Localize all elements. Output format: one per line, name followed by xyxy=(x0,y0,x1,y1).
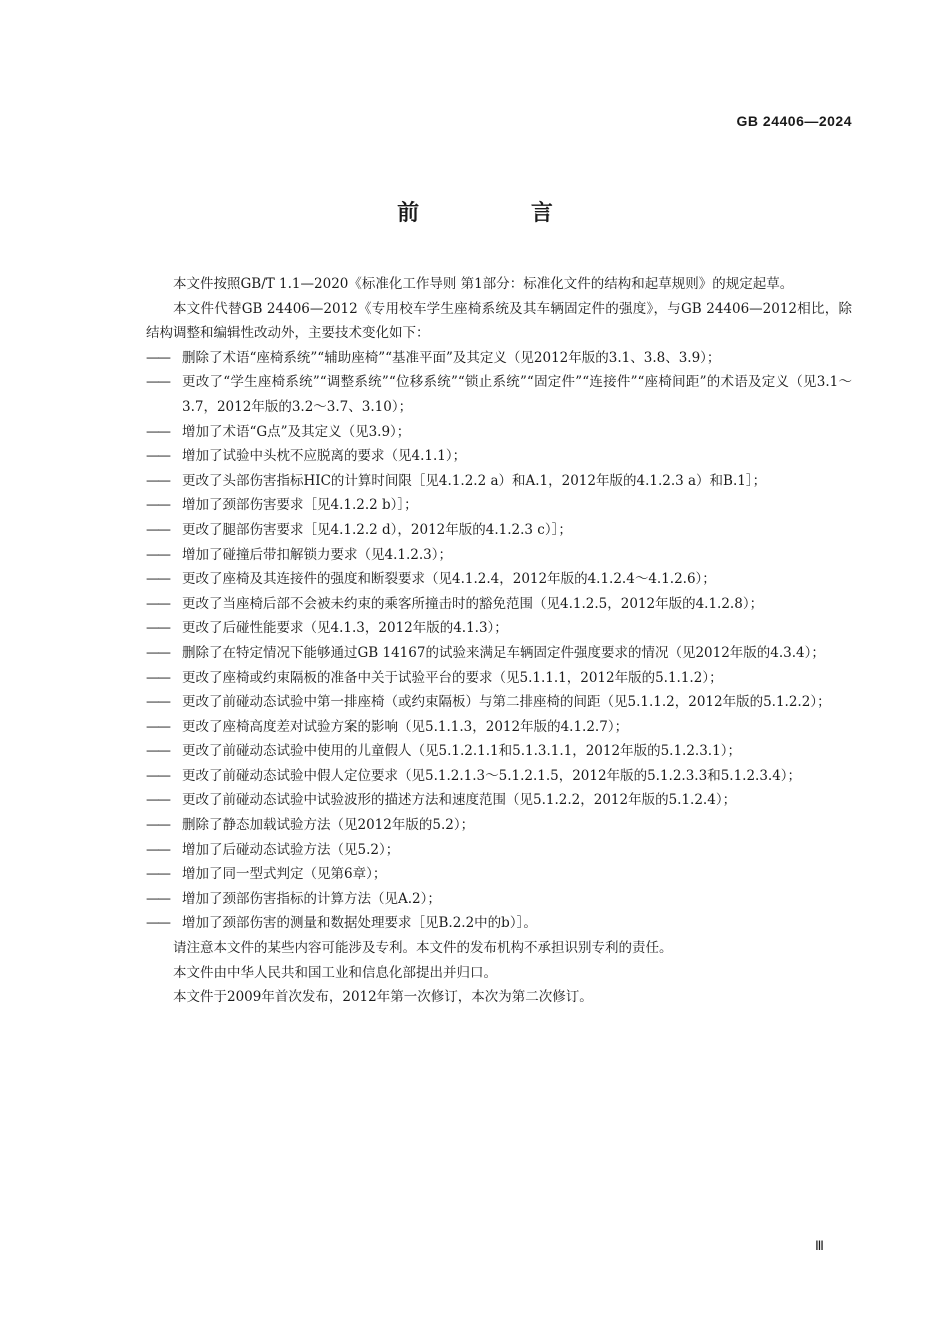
change-item-text: 增加了颈部伤害的测量和数据处理要求［见B.2.2中的b）］。 xyxy=(182,915,537,932)
change-item xyxy=(146,592,852,617)
change-item xyxy=(146,911,852,936)
change-item xyxy=(146,739,852,764)
change-item-text: 更改了前碰动态试验中使用的儿童假人（见5.1.2.1.1和5.1.3.1.1，2012年版的5.1.2.3.1）； xyxy=(182,743,741,760)
change-item-text: 增加了颈部伤害指标的计算方法（见A.2）； xyxy=(182,890,441,907)
change-item-text: 删除了在特定情况下能够通过GB 14167的试验来满足车辆固定件强度要求的情况（见2012年版的4.3.4）； xyxy=(182,644,825,661)
change-item-text: 增加了术语“G点”及其定义（见3.9）； xyxy=(182,423,411,440)
dash-marker: —— xyxy=(146,644,169,661)
change-item-text: 更改了前碰动态试验中第一排座椅（或约束隔板）与第二排座椅的间距（见5.1.1.2，2012年版的5.1.2.2）； xyxy=(182,694,831,711)
change-item-text: 更改了后碰性能要求（见4.1.3，2012年版的4.1.3）； xyxy=(182,620,508,637)
changes-list xyxy=(146,346,852,936)
change-item xyxy=(146,469,852,494)
page-title: 前 言 xyxy=(397,200,605,226)
dash-marker: —— xyxy=(146,497,169,514)
standard-code: GB 24406—2024 xyxy=(736,113,852,129)
change-item xyxy=(146,518,852,543)
foreword-body xyxy=(146,272,852,1010)
dash-marker: —— xyxy=(146,694,169,711)
dash-marker: —— xyxy=(146,521,169,538)
change-item-text: 更改了前碰动态试验中假人定位要求（见5.1.2.1.3～5.1.2.1.5，2012年版的5.1.2.3.3和5.1.2.3.4）； xyxy=(182,767,802,784)
change-item-text: 更改了“学生座椅系统”“调整系统”“位移系统”“锁止系统”“固定件”“连接件”“座椅间距”的术语及定义（见3.1～3.7，2012年版的3.2～3.7、3.10）； xyxy=(182,374,852,415)
change-item xyxy=(146,887,852,912)
change-item xyxy=(146,690,852,715)
change-item xyxy=(146,616,852,641)
dash-marker: —— xyxy=(146,374,169,391)
change-item-text: 更改了座椅或约束隔板的准备中关于试验平台的要求（见5.1.1.1，2012年版的5.1.1.2）； xyxy=(182,669,723,686)
dash-marker: —— xyxy=(146,669,169,686)
change-item xyxy=(146,666,852,691)
dash-marker: —— xyxy=(146,448,169,465)
dash-marker: —— xyxy=(146,349,169,366)
change-item-text: 更改了前碰动态试验中试验波形的描述方法和速度范围（见5.1.2.2，2012年版的5.1.2.4）； xyxy=(182,792,737,809)
intro-paragraph: 本文件按照GB/T 1.1—2020《标准化工作导则 第1部分：标准化文件的结构和起草规则》的规定起草。 xyxy=(173,276,794,292)
change-item xyxy=(146,715,852,740)
change-item xyxy=(146,493,852,518)
change-item xyxy=(146,370,852,419)
patent-notice: 请注意本文件的某些内容可能涉及专利。本文件的发布机构不承担识别专利的责任。 xyxy=(173,940,673,957)
change-item xyxy=(146,838,852,863)
dash-marker: —— xyxy=(146,866,169,883)
page-number: Ⅲ xyxy=(815,1238,824,1253)
change-item-text: 增加了试验中头枕不应脱离的要求（见4.1.1）； xyxy=(182,448,467,465)
proposer-statement: 本文件由中华人民共和国工业和信息化部提出并归口。 xyxy=(173,964,497,981)
dash-marker: —— xyxy=(146,423,169,440)
change-item xyxy=(146,444,852,469)
change-item-text: 增加了同一型式判定（见第6章）； xyxy=(182,866,387,883)
dash-marker: —— xyxy=(146,743,169,760)
dash-marker: —— xyxy=(146,890,169,907)
change-item-text: 更改了头部伤害指标HIC的计算时间限［见4.1.2.2 a）和A.1，2012年版的4.1.2.3 a）和B.1］； xyxy=(182,472,767,489)
dash-marker: —— xyxy=(146,817,169,834)
dash-marker: —— xyxy=(146,767,169,784)
change-item xyxy=(146,641,852,666)
change-item-text: 删除了静态加载试验方法（见2012年版的5.2）； xyxy=(182,817,475,834)
change-item-text: 增加了后碰动态试验方法（见5.2）； xyxy=(182,841,400,858)
change-item-text: 删除了术语“座椅系统”“辅助座椅”“基准平面”及其定义（见2012年版的3.1、3.8、3.9）； xyxy=(182,349,721,366)
change-item xyxy=(146,764,852,789)
change-item xyxy=(146,543,852,568)
change-item xyxy=(146,420,852,445)
dash-marker: —— xyxy=(146,718,169,735)
dash-marker: —— xyxy=(146,792,169,809)
intro-paragraph: 本文件代替GB 24406—2012《专用校车学生座椅系统及其车辆固定件的强度》，与GB 24406—2012相比，除结构调整和编辑性改动外，主要技术变化如下： xyxy=(146,300,852,342)
change-item-text: 更改了座椅高度差对试验方案的影响（见5.1.1.3，2012年版的4.1.2.7）； xyxy=(182,718,629,735)
change-item xyxy=(146,813,852,838)
dash-marker: —— xyxy=(146,841,169,858)
change-item-text: 更改了当座椅后部不会被未约束的乘客所撞击时的豁免范围（见4.1.2.5，2012年版的4.1.2.8）； xyxy=(182,595,764,612)
dash-marker: —— xyxy=(146,620,169,637)
change-item-text: 更改了腿部伤害要求［见4.1.2.2 d），2012年版的4.1.2.3 c）］； xyxy=(182,521,572,538)
change-item xyxy=(146,346,852,371)
dash-marker: —— xyxy=(146,571,169,588)
dash-marker: —— xyxy=(146,915,169,932)
dash-marker: —— xyxy=(146,472,169,489)
change-item-text: 增加了颈部伤害要求［见4.1.2.2 b）］； xyxy=(182,497,418,514)
dash-marker: —— xyxy=(146,595,169,612)
change-item xyxy=(146,788,852,813)
change-item-text: 增加了碰撞后带扣解锁力要求（见4.1.2.3）； xyxy=(182,546,452,563)
change-item xyxy=(146,862,852,887)
revision-history: 本文件于2009年首次发布，2012年第一次修订，本次为第二次修订。 xyxy=(173,989,593,1006)
dash-marker: —— xyxy=(146,546,169,563)
change-item-text: 更改了座椅及其连接件的强度和断裂要求（见4.1.2.4，2012年版的4.1.2.4～4.1.2.6）； xyxy=(182,571,716,588)
change-item xyxy=(146,567,852,592)
